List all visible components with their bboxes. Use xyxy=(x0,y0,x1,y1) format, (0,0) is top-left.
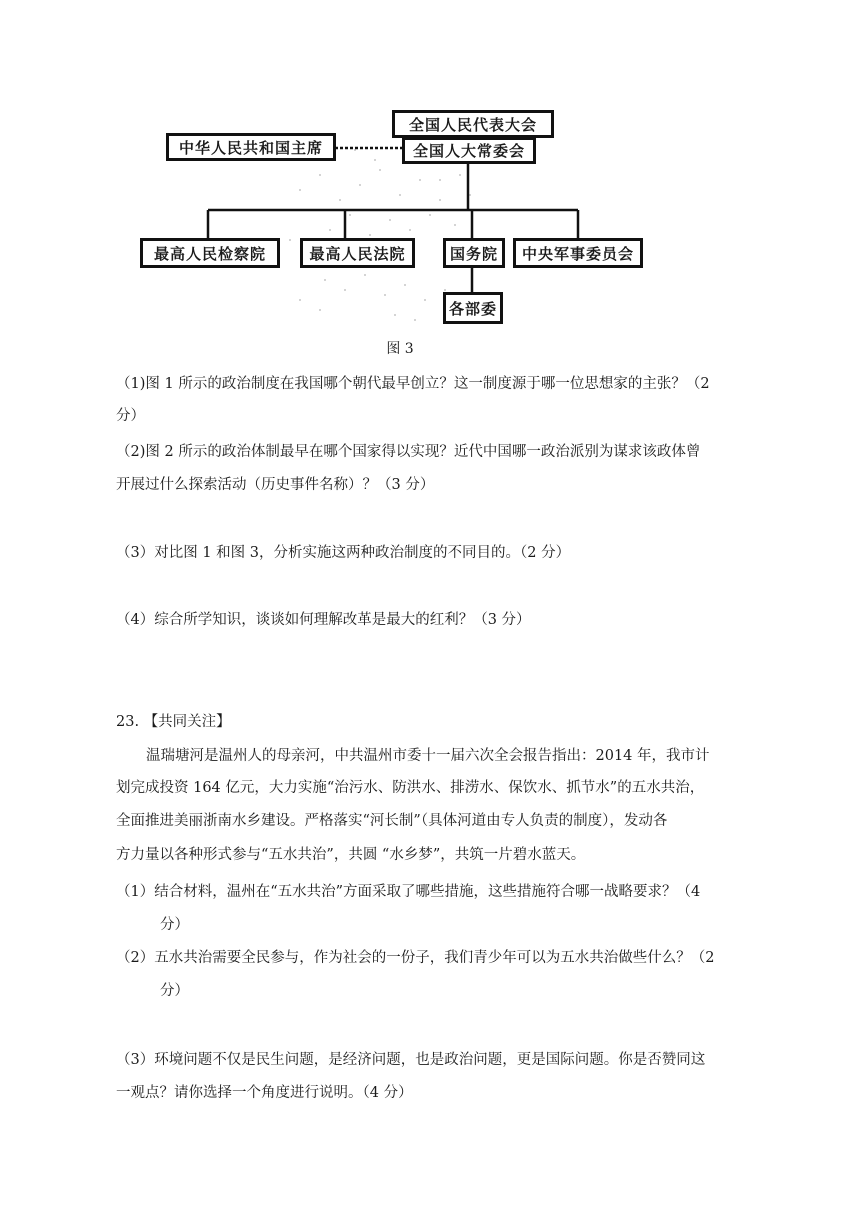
military-commission-box: 中央军事委员会 xyxy=(513,238,643,268)
q23-part3-line1: （3）环境问题不仅是民生问题，是经济问题，也是政治问题，更是国际问题。你是否赞同这 xyxy=(116,1052,706,1068)
court-box: 最高人民法院 xyxy=(300,238,415,268)
q22-part2-line1: （2)图 2 所示的政治体制最早在哪个国家得以实现？近代中国哪一政治派别为谋求该政体曾 xyxy=(116,444,701,460)
q23-part1-line2: 分） xyxy=(160,917,189,933)
q23-heading: 23. 【共同关注】 xyxy=(116,714,231,730)
q23-paragraph-line2: 划完成投资 164 亿元，大力实施“治污水、防洪水、排涝水、保饮水、抓节水”的五水共治， xyxy=(116,780,705,796)
q22-part1-line1: （1)图 1 所示的政治制度在我国哪个朝代最早创立？这一制度源于哪一位思想家的主张？（2 xyxy=(116,376,710,392)
president-box: 中华人民共和国主席 xyxy=(166,133,336,161)
q23-paragraph-line1: 温瑞塘河是温州人的母亲河，中共温州市委十一届六次全会报告指出：2014 年，我市计 xyxy=(146,748,710,764)
state-council-box: 国务院 xyxy=(443,238,505,268)
figure-caption: 图 3 xyxy=(386,341,414,357)
npcsc-box: 全国人大常委会 xyxy=(402,137,536,164)
q23-part3-line2: 一观点？请你选择一个角度进行说明。（4 分） xyxy=(116,1085,413,1101)
q22-part3: （3）对比图 1 和图 3，分析实施这两种政治制度的不同目的。（2 分） xyxy=(116,545,571,561)
q23-part2-line2: 分） xyxy=(160,983,189,999)
q23-paragraph-line3: 全面推进美丽浙南水乡建设。严格落实“河长制”（具体河道由专人负责的制度），发动各 xyxy=(116,813,668,829)
q23-part2-line1: （2）五水共治需要全民参与，作为社会的一份子，我们青少年可以为五水共治做些什么？（2 xyxy=(116,950,715,966)
q23-part1-line1: （1）结合材料，温州在“五水共治”方面采取了哪些措施，这些措施符合哪一战略要求？（4 xyxy=(116,884,701,900)
q22-part1-line2: 分） xyxy=(116,408,145,424)
q23-paragraph-line4: 方力量以各种形式参与“五水共治”，共圆 “水乡梦”，共筑一片碧水蓝天。 xyxy=(116,847,586,863)
diagram-connectors xyxy=(0,0,860,340)
ministries-box: 各部委 xyxy=(443,292,503,324)
npc-box: 全国人民代表大会 xyxy=(392,110,554,138)
government-structure-diagram xyxy=(0,0,860,340)
procuratorate-box: 最高人民检察院 xyxy=(140,238,280,268)
q22-part4: （4）综合所学知识，谈谈如何理解改革是最大的红利？（3 分） xyxy=(116,612,531,628)
q22-part2-line2: 开展过什么探索活动（历史事件名称）？（3 分） xyxy=(116,477,435,493)
